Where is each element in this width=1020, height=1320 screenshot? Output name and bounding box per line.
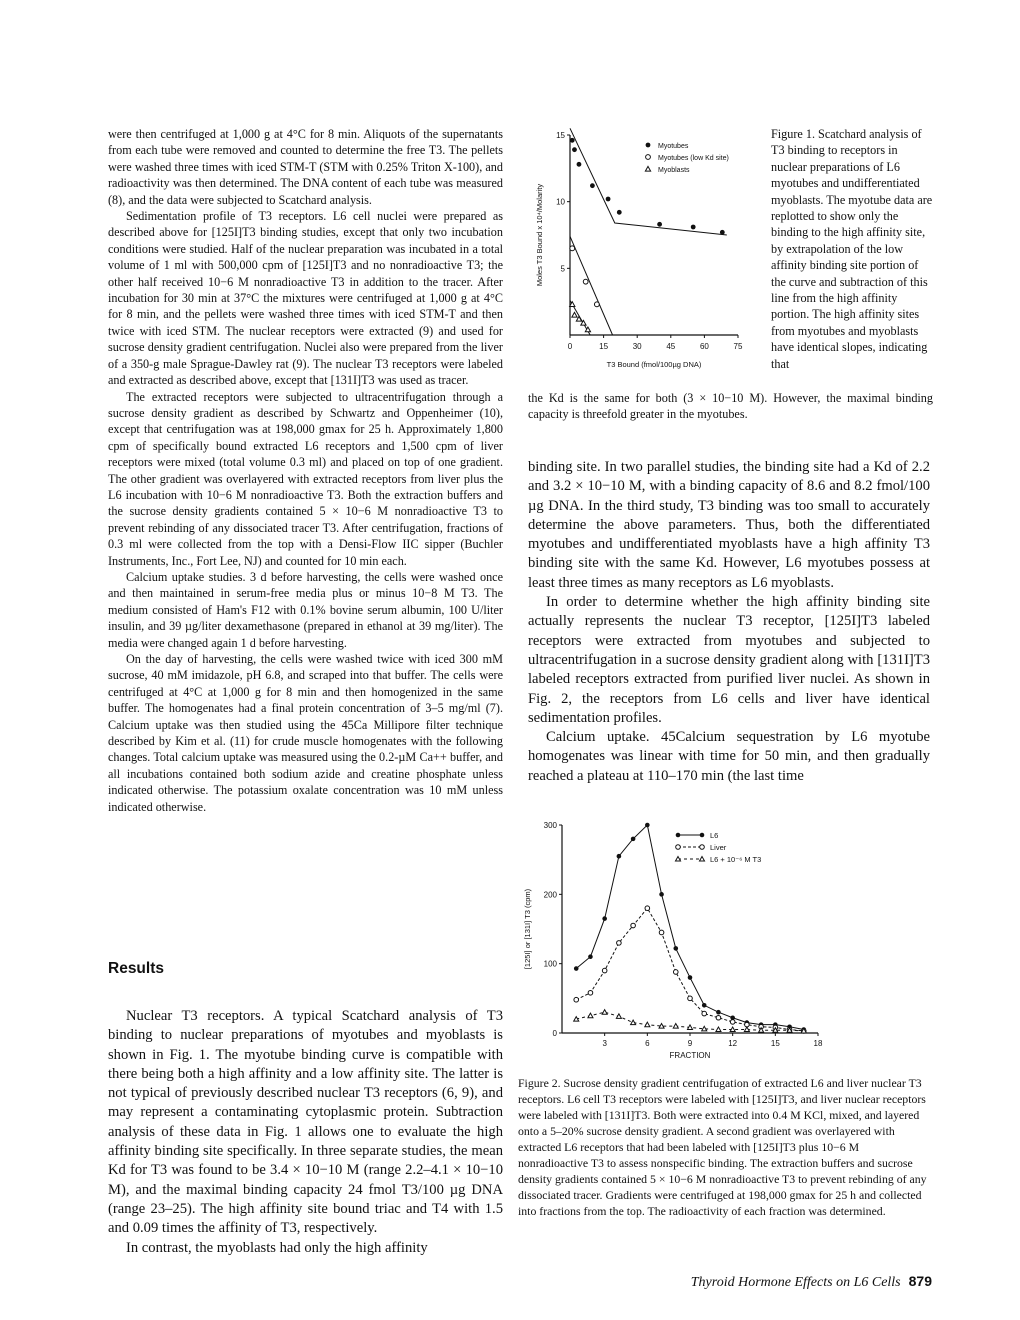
y-axis-label: [125I] or [131I] T3 (cpm)	[523, 888, 532, 970]
data-point	[617, 941, 622, 946]
data-point	[574, 1017, 579, 1022]
legend-label: Liver	[710, 843, 727, 852]
data-point	[617, 210, 622, 215]
data-point	[659, 1024, 664, 1029]
data-point	[645, 823, 650, 828]
data-point	[688, 996, 693, 1001]
data-point	[744, 1027, 749, 1032]
x-tick-label: 0	[567, 342, 573, 351]
paragraph: In contrast, the myoblasts had only the high affinity	[126, 1239, 428, 1256]
data-point	[702, 1026, 707, 1031]
data-point	[675, 856, 680, 861]
data-point	[646, 143, 651, 148]
data-point	[646, 155, 651, 160]
y-tick-label: 100	[543, 959, 557, 969]
paragraph: Calcium uptake. 45Calcium sequestration by L6 myotube homogenates was linear with time for 50 min, and then gradually reached a plateau at 110–170 min (the last time	[528, 729, 930, 784]
data-point	[631, 1020, 636, 1025]
x-tick-label: 3	[602, 1039, 607, 1048]
data-point	[588, 1013, 593, 1018]
data-point	[716, 1010, 721, 1015]
data-point	[572, 147, 577, 152]
data-point	[730, 1020, 735, 1025]
y-tick-label: 10	[556, 197, 565, 207]
paragraph: Calcium uptake studies. 3 d before harvesting, the cells were washed once and then maintained in serum-free media plus or minus 10−8 M T3. The medium consisted of Ham's F12 with 0.1% bovine serum albumin, 100 U/liter insulin, and 39 µg/liter dexamethasone (prepared in ethanol at 39 mg/liter). The media were changed again 1 d before harvesting.	[108, 569, 503, 650]
data-point	[687, 1025, 692, 1030]
data-point	[570, 138, 575, 143]
results-text-right	[528, 458, 930, 786]
paragraph: On the day of harvesting, the cells were washed twice with iced 300 mM sucrose, 40 mM imidazole, pH 6.8, and scraped into that buffer. The cells were centrifuged at 4°C at 1,000 g for 8 min and then homogenized in the same buffer. The homogenates had a final protein concentration of 3–5 mg/ml (7). Calcium uptake was then studied using the 45Ca Millipore filter technique described by Kim et al. (11) for crude muscle homogenates with the following changes. Total calcium uptake was measured using the 0.2-µM Ca++ buffer, and all incubations contained both sodium azide and creatine phosphate unless indicated otherwise. The potassium oxalate concentration was 10 mM unless indicated otherwise.	[108, 652, 503, 814]
paragraph: In order to determine whether the high affinity binding site actually represents the nuclear T3 receptor, [125I]T3 labeled receptors were extracted from myotubes and subjected to ultracentrifugation in a sucrose density gradient along with [131I]T3 labeled receptors extracted from purified liver nuclei. As shown in Fig. 2, the receptors from L6 cells and liver have identical sedimentation profiles.	[528, 594, 930, 726]
data-point	[702, 1003, 707, 1008]
y-tick-label: 200	[543, 890, 557, 900]
results-text	[108, 1007, 503, 1258]
paragraph: Nuclear T3 receptors. A typical Scatchard analysis of T3 binding to nuclear preparations of myotubes and myoblasts is shown in Fig. 1. The myotube binding curve is compatible with there being both a high affinity and a low affinity site. The latter is not typical of previously described nuclear T3 receptors (6, 9), and may represent a contaminating cytoplasmic protein. Subtraction analysis of these data in Fig. 1 allows one to evaluate the high affinity binding site specifically. In three separate studies, the mean Kd for T3 was found to be 3.4 × 10−10 M (range 2.2–4.1 × 10−10 M), and the maximal binding capacity 24 fmol T3/100 µg DNA (range 23–25). The high affinity site bound triac and T4 with 1.5 and 0.09 times the affinity of T3, respectively.	[108, 1008, 503, 1237]
x-tick-label: 15	[770, 1039, 780, 1048]
data-point	[645, 906, 650, 911]
data-point	[590, 183, 595, 188]
legend-label: L6	[710, 831, 719, 840]
figure-1-caption-continued: the Kd is the same for both (3 × 10−10 M). However, the maximal binding capacity is threefold greater in the myotubes.	[528, 391, 933, 422]
y-tick-label: 5	[560, 264, 565, 274]
data-point	[617, 854, 622, 859]
data-point	[700, 845, 705, 850]
x-axis-label: T3 Bound (fmol/100µg DNA)	[606, 360, 702, 369]
paragraph: were then centrifuged at 1,000 g at 4°C for 8 min. Aliquots of the supernatants from each tube were removed and counted to determine the free T3. The pellets were washed three times with iced STM-T (STM with 0.25% Triton X-100), and radioactivity was then determined. The DNA content of each tube was measured (8), and the data were subjected to Scatchard analysis.	[108, 127, 503, 207]
results-heading: Results	[108, 960, 164, 977]
data-point	[657, 222, 662, 227]
running-title: Thyroid Hormone Effects on L6 Cells	[690, 1275, 901, 1290]
data-point	[616, 1014, 621, 1019]
data-point	[577, 162, 582, 167]
data-point	[602, 968, 607, 973]
data-point	[673, 970, 678, 975]
data-point	[570, 246, 575, 251]
x-tick-label: 15	[599, 342, 609, 351]
data-point	[645, 1022, 650, 1027]
x-tick-label: 75	[733, 342, 743, 351]
y-axis-label: Moles T3 Bound x 10⁴/Molarity	[535, 183, 544, 287]
data-point	[588, 954, 593, 959]
data-point	[676, 833, 681, 838]
data-point	[583, 279, 588, 284]
data-point	[631, 837, 636, 842]
data-point	[574, 966, 579, 971]
x-tick-label: 18	[813, 1039, 823, 1048]
data-point	[691, 225, 696, 230]
data-point	[688, 975, 693, 980]
legend-label: Myotubes (low Kd site)	[658, 155, 729, 162]
data-point	[699, 856, 704, 861]
data-point	[673, 946, 678, 951]
x-tick-label: 9	[687, 1039, 693, 1048]
figure-2-caption: Figure 2. Sucrose density gradient centrifugation of extracted L6 and liver nuclear T3 receptors. L6 cell T3 receptors were labeled with [125I]T3, and liver nuclear receptors were labeled with [131I]T3. Both were extracted into 0.4 M KCl, mixed, and layered onto a 5–20% sucrose density gradient. A second gradient was overlayered with extracted L6 receptors that had been labeled with [125I]T3 plus 10−6 M nonradioactive T3 to assess nonspecific binding. The extraction buffers and sucrose density gradients contained 5 × 10−6 M nonradioactive T3 to prevent rebinding of any dissociated tracer. Gradients were centrifuged at 198,000 gmax for 25 h and collected into fractions from the top. The radioactivity of each fraction was determined.	[518, 1076, 927, 1218]
data-point	[572, 312, 577, 317]
data-point	[676, 845, 681, 850]
x-tick-label: 12	[728, 1039, 738, 1048]
data-point	[602, 916, 607, 921]
data-point	[645, 166, 650, 171]
figure-1-caption: Figure 1. Scatchard analysis of T3 binding to receptors in nuclear preparations of L6 myotubes and undifferentiated myoblasts. The myotube data are replotted to show only the binding to the high affinity site, by extrapolation of the low affinity binding site portion of the curve and subtraction of this line from the high affinity portion. The high affinity sites from myotubes and myoblasts have identical slopes, indicating that	[771, 127, 933, 371]
x-tick-label: 45	[666, 342, 676, 351]
x-tick-label: 60	[699, 342, 709, 351]
data-point	[574, 997, 579, 1002]
methods-text	[108, 126, 503, 815]
page-number: 879	[908, 1273, 932, 1289]
data-point	[730, 1027, 735, 1032]
data-point	[594, 302, 599, 307]
data-point	[659, 930, 664, 935]
x-tick-label: 30	[632, 342, 642, 351]
paragraph: The extracted receptors were subjected to ultracentrifugation through a sucrose density gradient as described by Schwartz and Oppenheimer (10), except that centrifugation was at 198,000 gmax for 25 h. Approximately 1,800 cpm of specifically bound extracted L6 receptors and 1,500 cpm of liver receptors were mixed (total volume 0.3 ml) and placed on top of one gradient. The other gradient was overlayered with extracted receptors from liver plus the L6 incubation with 10−6 M nonradioactive T3. Both the extraction buffers and the sucrose density gradients contained 5 × 10−6 M nonradioactive T3 to prevent rebinding of any dissociated tracer T3. After centrifugation, fractions of 0.3 ml were collected from the top with a Densi-Flow IIC sipper (Buchler Instruments, Inc., Fort Lee, NJ) and counted for 10 min each.	[108, 389, 503, 568]
data-point	[631, 923, 636, 928]
legend-label: L6 + 10⁻⁶ M T3	[710, 855, 762, 864]
x-tick-label: 6	[645, 1039, 650, 1048]
paragraph: binding site. In two parallel studies, the binding site had a Kd of 2.2 and 3.2 × 10−10 M, with a binding capacity of 8.6 and 8.2 fmol/100 µg DNA. In the third study, T3 binding was too small to accurately determine the above parameters. Thus, both the differentiated myotubes and undifferentiated myoblasts have a high affinity T3 binding site with the same Kd. However, L6 myotubes possess at least three times as many receptors as L6 myoblasts.	[528, 459, 930, 591]
data-point	[588, 990, 593, 995]
x-axis-label: FRACTION	[669, 1051, 711, 1060]
data-point	[602, 1010, 607, 1015]
data-point	[720, 230, 725, 235]
figure-1-scatchard-plot	[520, 120, 775, 380]
y-tick-label: 300	[543, 821, 557, 830]
data-point	[606, 197, 611, 202]
data-point	[702, 1011, 707, 1016]
data-point	[716, 1027, 721, 1032]
paragraph: Sedimentation profile of T3 receptors. L6 cell nuclei were prepared as described above for [125I]T3 binding studies, except that only two incubation conditions were studied. Half of the nuclear preparation was incubated in a total volume of 1 ml with 500,000 cpm of [125I]T3 and no nonradioactive T3; the other half received 10−6 M nonradioactive T3 in addition to the tracer. After incubation for 30 min at 37°C the mixtures were centrifuged at 1,000 g at 4°C for 8 min, and the pellets were washed three times with iced STM-T and then twice with iced STM. The nuclear receptors were extracted (9) and used for sucrose density gradient centrifugation. Nuclei also were prepared from the liver of a 350-g male Sprague-Dawley rat (9). The nuclear T3 receptors were labeled and extracted as described above, except that [131I]T3 was used as tracer.	[108, 209, 503, 388]
data-point	[700, 833, 705, 838]
series-line	[576, 908, 804, 1031]
page-footer	[652, 1273, 932, 1291]
y-tick-label: 0	[552, 1029, 557, 1038]
legend-label: Myotubes	[658, 143, 689, 150]
y-tick-label: 15	[556, 131, 565, 140]
data-point	[659, 892, 664, 897]
data-point	[673, 1024, 678, 1029]
figure-2-gradient-profile	[518, 815, 838, 1065]
legend-label: Myoblasts	[658, 167, 690, 174]
data-point	[716, 1015, 721, 1020]
